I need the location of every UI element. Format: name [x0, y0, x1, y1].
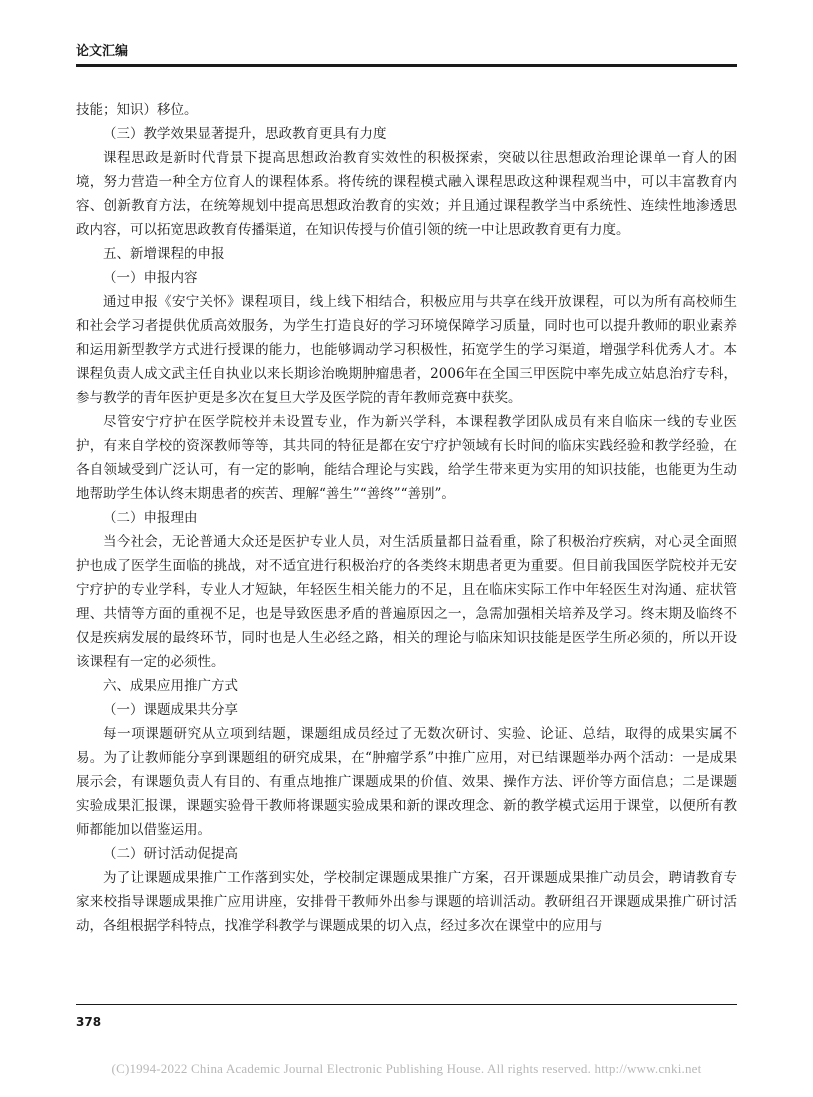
section-heading: 六、成果应用推广方式 — [103, 678, 238, 694]
section-heading: （二）研讨活动促提高 — [103, 846, 238, 862]
body-paragraph: 每一项课题研究从立项到结题，课题组成员经过了无数次研讨、实验、论证、总结，取得的成果实属不易。为了让教师能分享到课题组的研究成果，在“肿瘤学系”中推广应用，对已结课题举办两个活动：一是成果展示会，有课题负责人有目的、有重点地推广课题成果的价值、效果、操作方法、评价等方面信息；二是课题实验成果汇报课，课题实验骨干教师将课题实验成果和新的课改理念、新的教学模式运用于课堂，以便所有教师都能加以借鉴运用。 — [76, 726, 737, 838]
body-paragraph: 尽管安宁疗护在医学院校并未设置专业，作为新兴学科，本课程教学团队成员有来自临床一线的专业医护，有来自学校的资深教师等等，其共同的特征是都在安宁疗护领域有长时间的临床实践经验和教学经验，在各自领域受到广泛认可，有一定的影响，能结合理论与实践，给学生带来更为实用的知识技能，也能更为生动地帮助学生体认终末期患者的疾苦、理解“善生”“善终”“善别”。 — [76, 414, 737, 502]
body-paragraph: 当今社会，无论普通大众还是医护专业人员，对生活质量都日益看重，除了积极治疗疾病，对心灵全面照护也成了医学生面临的挑战，对不适宜进行积极治疗的各类终末期患者更为重要。但目前我国医学院校并无安宁疗护的专业学科，专业人才短缺，年轻医生相关能力的不足，且在临床实际工作中年轻医生对沟通、症状管理、共情等方面的重视不足，也是导致医患矛盾的普遍原因之一，急需加强相关培养及学习。终末期及临终不仅是疾病发展的最终环节，同时也是人生必经之路，相关的理论与临床知识技能是医学生所必须的，所以开设该课程有一定的必须性。 — [76, 534, 737, 670]
copyright-watermark: (C)1994-2022 China Academic Journal Electronic Publishing House. All rights reserved. http://www.cnki.net — [111, 1061, 702, 1076]
journal-section-title: 论文汇编 — [76, 44, 129, 59]
section-heading: （一）申报内容 — [103, 270, 198, 286]
section-heading: （二）申报理由 — [103, 510, 198, 526]
article-body — [76, 98, 737, 938]
body-paragraph: 课程思政是新时代背景下提高思想政治教育实效性的积极探索，突破以往思想政治理论课单一育人的困境，努力营造一种全方位育人的课程体系。将传统的课程模式融入课程思政这种课程观当中，可以丰富教育内容、创新教育方法，在统筹规划中提高思想政治教育的实效；并且通过课程教学当中系统性、连续性地渗透思政内容，可以拓宽思政教育传播渠道，在知识传授与价值引领的统一中让思政教育更有力度。 — [76, 150, 737, 238]
page-number: 378 — [76, 1015, 102, 1029]
section-heading: 五、新增课程的申报 — [103, 246, 225, 262]
section-heading: （三）教学效果显著提升，思政教育更具有力度 — [103, 126, 387, 142]
section-heading: （一）课题成果共分享 — [103, 702, 238, 718]
header-divider — [76, 64, 737, 67]
footer-divider — [76, 1004, 737, 1005]
body-paragraph: 通过申报《安宁关怀》课程项目，线上线下相结合，积极应用与共享在线开放课程，可以为所有高校师生和社会学习者提供优质高效服务，为学生打造良好的学习环境保障学习质量，同时也可以提升教师的职业素养和运用新型教学方式进行授课的能力，也能够调动学习积极性，拓宽学生的学习渠道，增强学科优秀人才。本课程负责人成文武主任自执业以来长期诊治晚期肿瘤患者，2006年在全国三甲医院中率先成立姑息治疗专科，参与教学的青年医护更是多次在复旦大学及医学院的青年教师竞赛中获奖。 — [76, 294, 737, 406]
body-paragraph: 为了让课题成果推广工作落到实处，学校制定课题成果推广方案，召开课题成果推广动员会，聘请教育专家来校指导课题成果推广应用讲座，安排骨干教师外出参与课题的培训活动。教研组召开课题成果推广研讨活动，各组根据学科特点，找准学科教学与课题成果的切入点，经过多次在课堂中的应用与 — [76, 870, 737, 934]
body-paragraph: 技能；知识）移位。 — [76, 102, 198, 118]
